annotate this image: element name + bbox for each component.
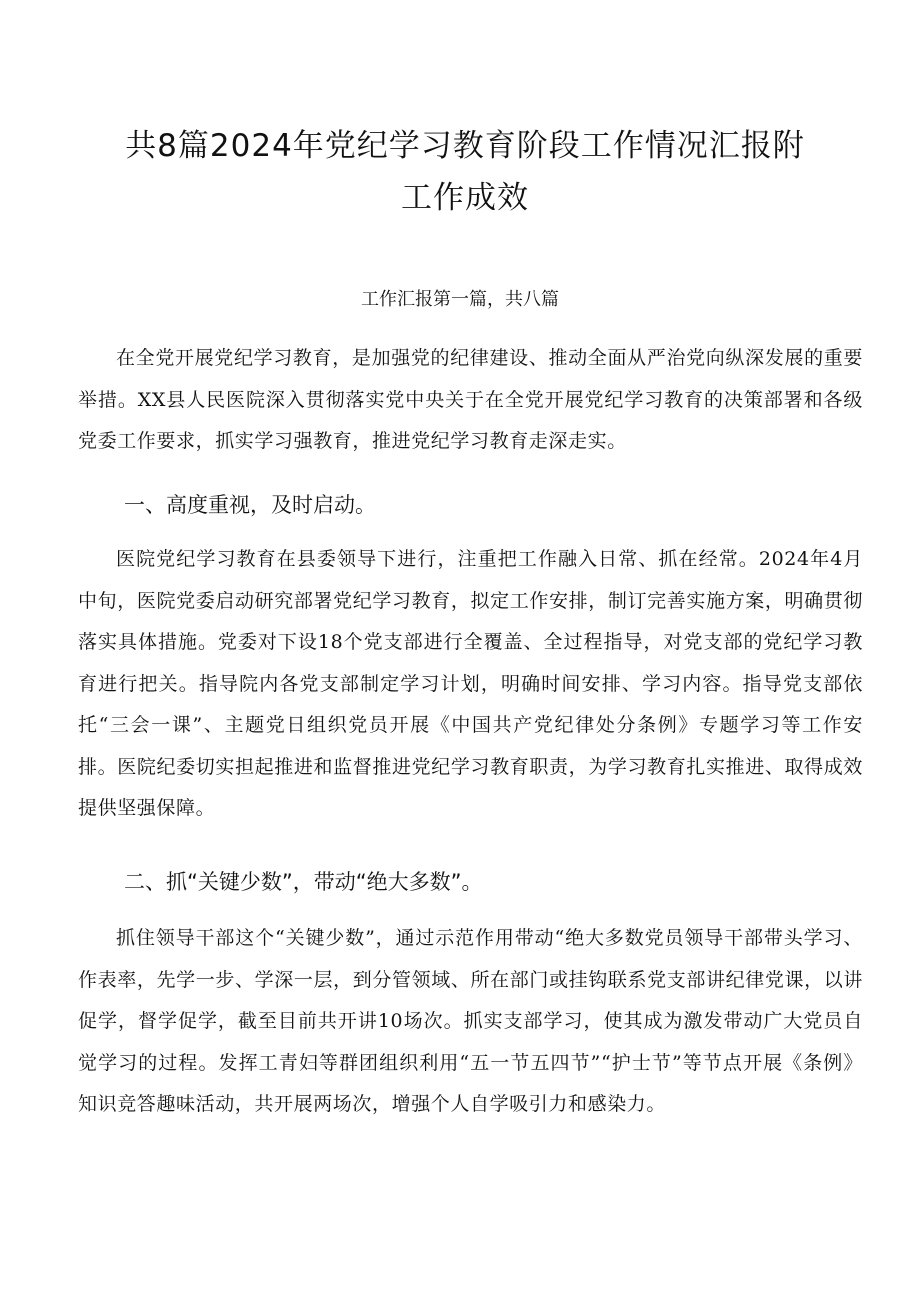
section-heading-2: 二、抓“关键少数”，带动“绝大多数”。 (124, 870, 483, 894)
paragraph-section-1: 医院党纪学习教育在县委领导下进行，注重把工作融入日常、抓在经常。2024年4月中旬，医院党委启动研究部署党纪学习教育，拟定工作安排，制订完善实施方案，明确贯彻落实具体措施。党委对下设18个党支部进行全覆盖、全过程指导，对党支部的党纪学习教育进行把关。指导院内各党支部制定学习计划，明确时间安排、学习内容。指导党支部依托“三会一课”、主题党日组织党员开展《中国共产党纪律处分条例》专题学习等工作安排。医院纪委切实担起推进和监督推进党纪学习教育职责，为学习教育扎实推进、取得成效提供坚强保障。 (78, 548, 863, 819)
document-subtitle: 工作汇报第一篇，共八篇 (361, 289, 559, 310)
paragraph-intro: 在全党开展党纪学习教育，是加强党的纪律建设、推动全面从严治党向纵深发展的重要举措。XX县人民医院深入贯彻落实党中央关于在全党开展党纪学习教育的决策部署和各级党委工作要求，抓实学习强教育，推进党纪学习教育走深走实。 (78, 347, 863, 452)
paragraph-section-2: 抓住领导干部这个“关键少数”，通过示范作用带动“绝大多数党员领导干部带头学习、作表率，先学一步、学深一层，到分管领域、所在部门或挂钩联系党支部讲纪律党课，以讲促学，督学促学，截至目前共开讲10场次。抓实支部学习，使其成为激发带动广大党员自觉学习的过程。发挥工青妇等群团组织利用“五一节五四节”“护士节”等节点开展《条例》知识竞答趣味活动，共开展两场次，增强个人自学吸引力和感染力。 (78, 927, 863, 1115)
section-heading-1: 一、高度重视，及时启动。 (124, 493, 376, 517)
document-title: 共8篇2024年党纪学习教育阶段工作情况汇报附工作成效 (125, 128, 805, 216)
